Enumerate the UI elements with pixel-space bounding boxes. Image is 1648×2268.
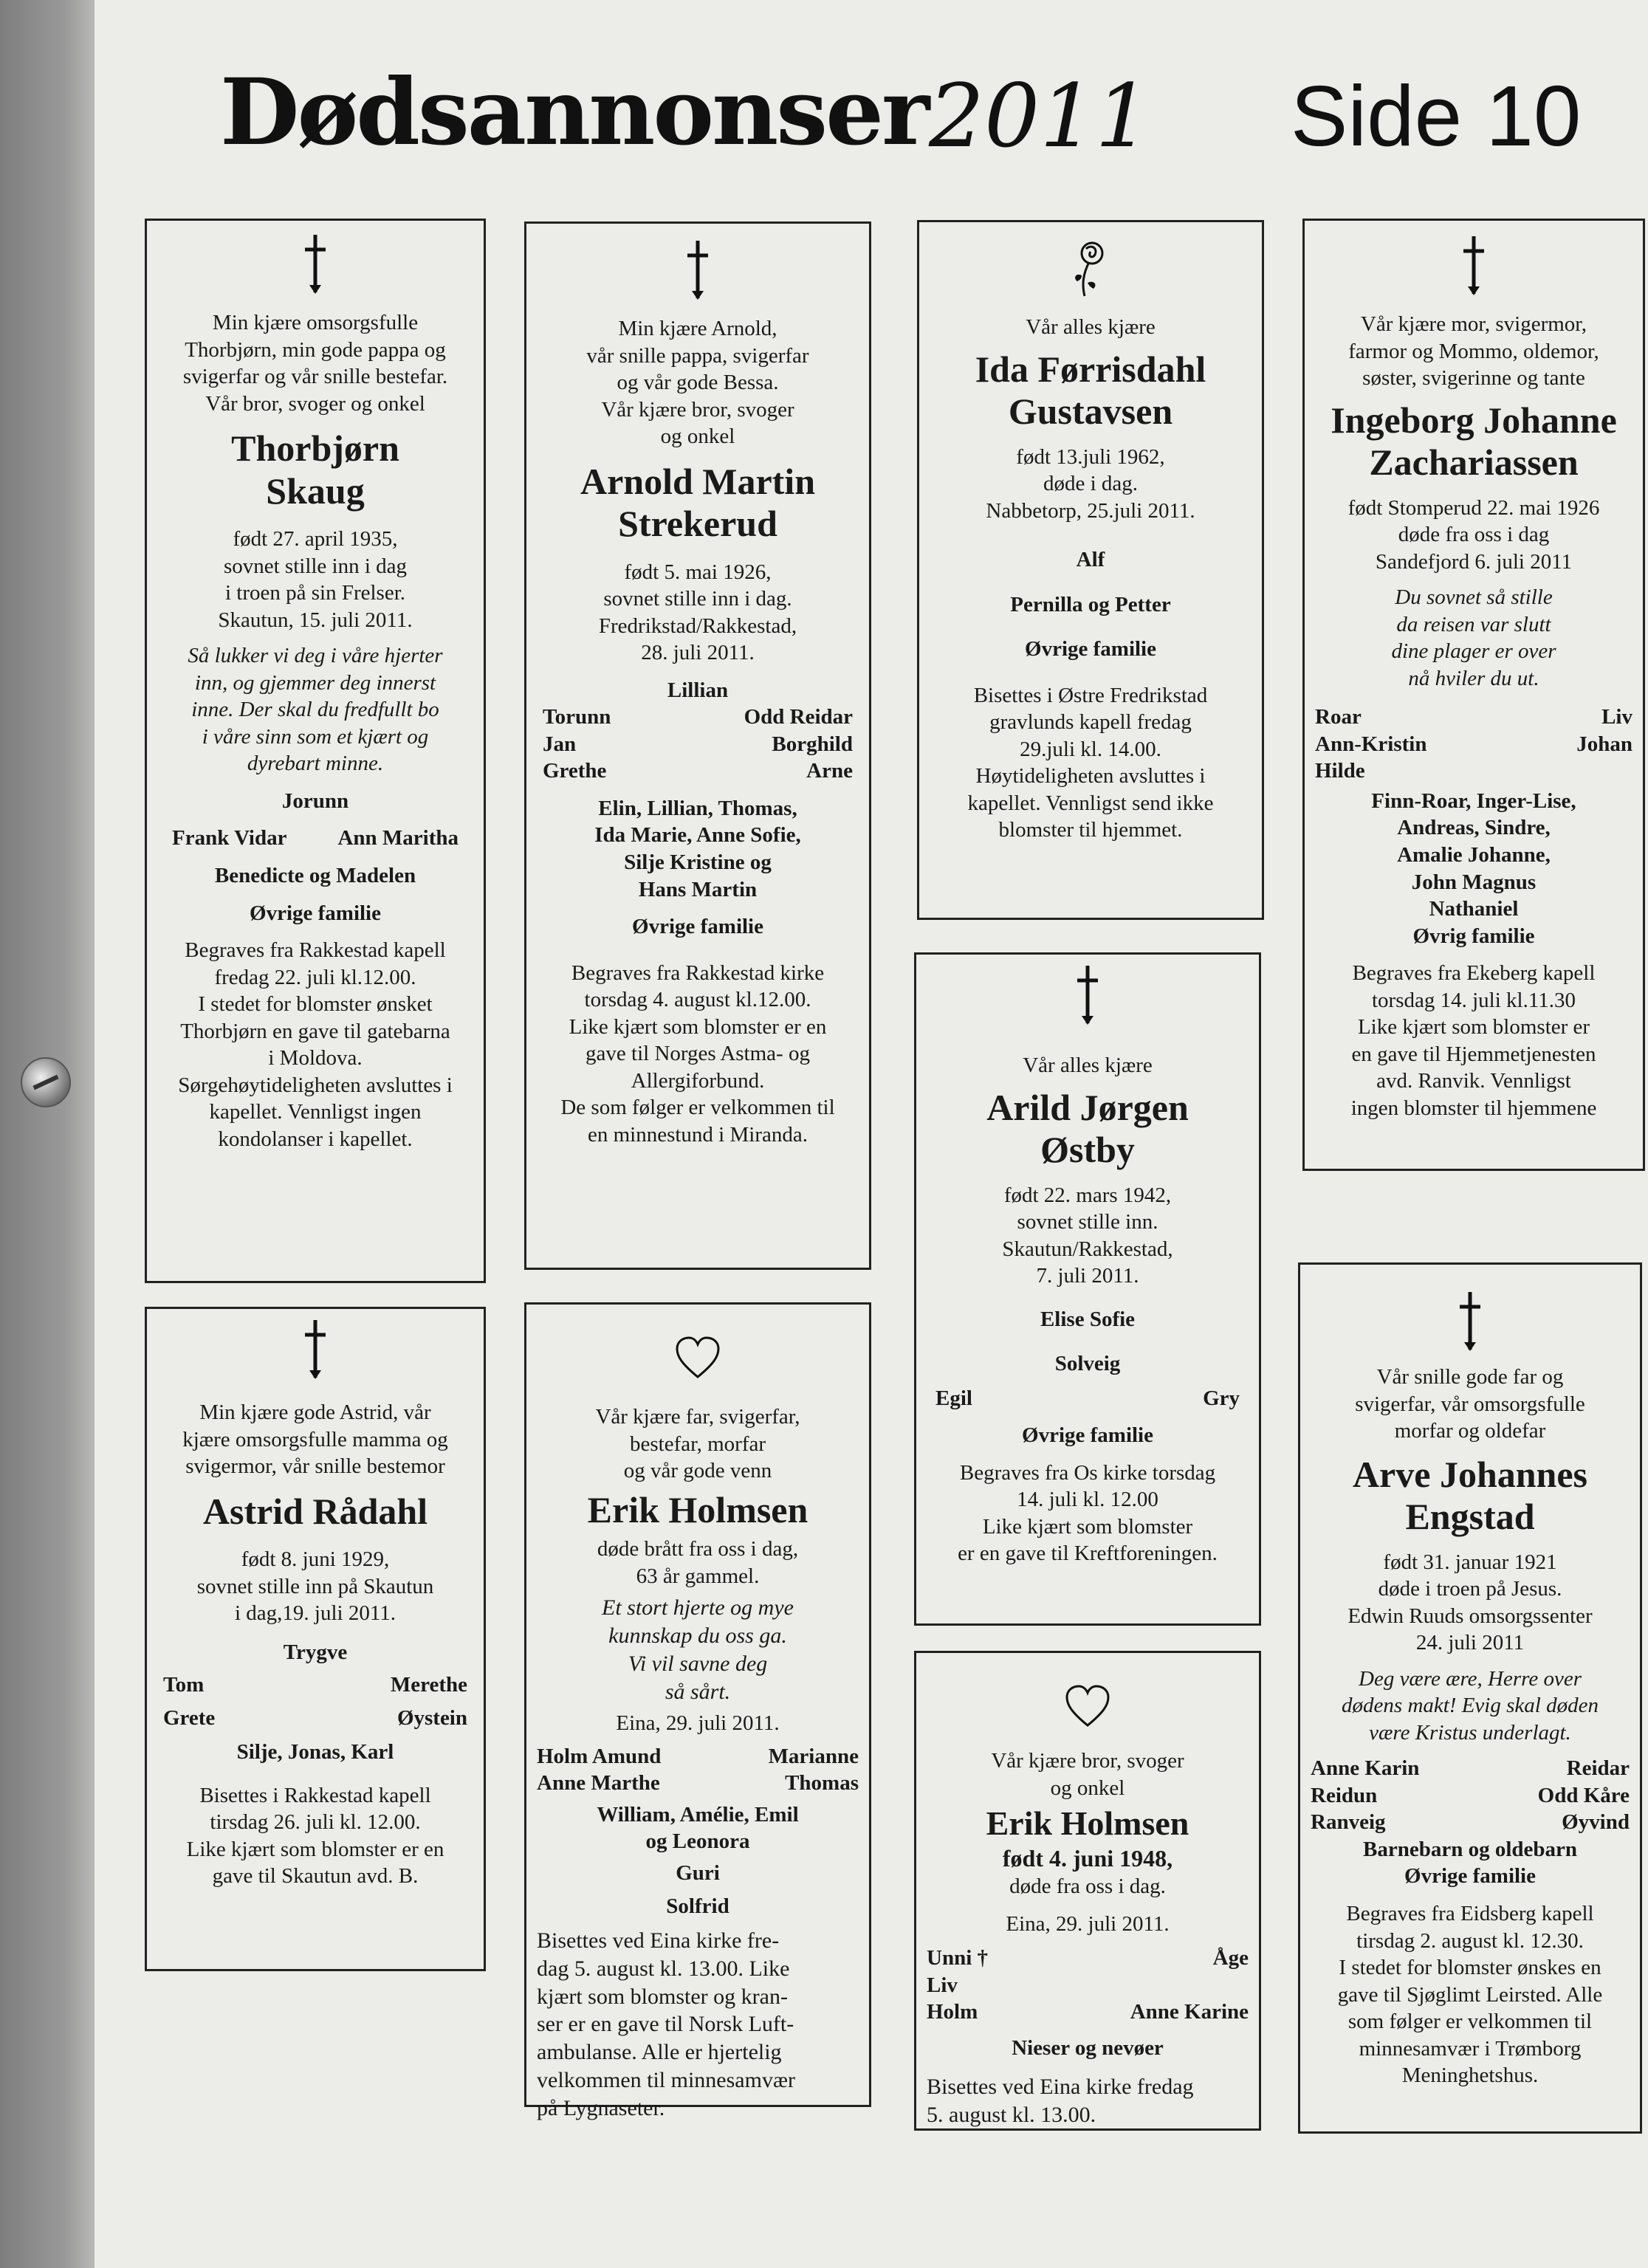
memorial-verse: Du sovnet så stille da reisen var slutt dine plager er over nå hviler du ut.	[1391, 585, 1556, 690]
obituary-erik-holmsen-brother	[914, 1651, 1261, 2131]
grandchildren: William, Amélie, Emil og Leonora	[597, 1802, 799, 1854]
heart-icon	[537, 1322, 859, 1393]
family-row: Anne Marthe Thomas	[537, 1771, 859, 1796]
deceased-name: Arnold Martin Strekerud	[580, 460, 816, 545]
life-dates: født 31. januar 1921 døde i troen på Jesus. Edwin Ruuds omsorgssenter 24. juli 2011	[1347, 1550, 1593, 1655]
life-dates: født Stomperud 22. mai 1926 døde fra oss i dag Sandefjord 6. juli 2011	[1347, 495, 1600, 574]
page-number: Side 10	[1291, 68, 1582, 164]
obituary-arild-ostby	[914, 952, 1261, 1626]
family-row: Hilde	[1315, 759, 1365, 783]
grandchildren: Barnebarn og oldebarn Øvrige familie	[1362, 1837, 1578, 1889]
family-row: Roar Liv	[1315, 705, 1632, 729]
family-name: Elise Sofie	[1040, 1307, 1136, 1331]
deceased-name: Erik Holmsen	[986, 1804, 1189, 1843]
family-name: Øvrige familie	[250, 901, 381, 925]
family-row: Frank Vidar Ann Maritha	[172, 826, 459, 850]
funeral-info: Begraves fra Rakkestad kirke torsdag 4. august kl.12.00. Like kjært som blomster er en gave til Norges Astma- og Allergiforbund. De som følger er velkommen til en minnestund i Miranda.	[560, 961, 835, 1147]
family-row: Holm Amund Marianne	[537, 1744, 859, 1768]
family-name: Pernilla og Petter	[1010, 592, 1171, 616]
funeral-info: Bisettes ved Eina kirke fre- dag 5. august kl. 13.00. Like kjært som blomster og kran- ser er en gave til Norsk Luft- ambulanse. Alle er hjertelig velkommen til minnesamvær på Lygnaseter.	[537, 1928, 795, 2120]
deceased-name: Ida Førrisdahl Gustavsen	[975, 348, 1206, 433]
obituary-arnold-strekerud	[524, 221, 871, 1270]
obituary-ida-gustavsen	[917, 220, 1264, 920]
family-row: Reidun Odd Kåre	[1311, 1783, 1630, 1807]
obituary-arve-engstad	[1298, 1262, 1642, 2134]
life-dates: døde fra oss i dag.	[1009, 1874, 1166, 1899]
family-name: Øvrige familie	[1025, 637, 1156, 662]
grandchildren: Silje, Jonas, Karl	[236, 1740, 394, 1764]
cross-icon	[537, 234, 859, 305]
family-row: Liv	[927, 1973, 958, 1997]
cross-icon	[1315, 230, 1632, 300]
deceased-name: Arild Jørgen Østby	[986, 1086, 1189, 1171]
life-dates: født 5. mai 1926, sovnet stille inn i dag. Fredrikstad/Rakkestad, 28. juli 2011.	[598, 560, 797, 665]
page-title: Dødsannonser	[220, 59, 928, 166]
obituary-ingeborg-zachariassen	[1302, 219, 1645, 1171]
family-name: Øvrige familie	[1022, 1423, 1153, 1448]
funeral-info: Bisettes i Rakkestad kapell tirsdag 26. juli kl. 12.00. Like kjært som blomster er en gave til Skautun avd. B.	[186, 1783, 444, 1889]
funeral-info: Bisettes i Østre Fredrikstad gravlunds kapell fredag 29.juli kl. 14.00. Høytideligheten avsluttes i kapellet. Vennligst send ikke blomster til hjemmet.	[967, 683, 1214, 842]
funeral-info: Bisettes ved Eina kirke fredag 5. august kl. 13.00.	[927, 2075, 1194, 2128]
deceased-name: Arve Johannes Engstad	[1352, 1453, 1588, 1538]
place-date: Eina, 29. juli 2011.	[616, 1711, 780, 1736]
intro-text: Min kjære Arnold, vår snille pappa, svigerfar og vår gode Bessa. Vår kjære bror, svoger og onkel	[586, 317, 809, 449]
funeral-info: Begraves fra Eidsberg kapell tirsdag 2. august kl. 12.30. I stedet for blomster ønskes en gave til Sjøglimt Leirsted. Alle som følger er velkommen til minnesamvær i Trømborg Meninghetshus.	[1337, 1901, 1603, 2088]
family-name: Øvrig familie	[1412, 924, 1535, 948]
family-row: Jan Borghild	[543, 732, 853, 756]
deceased-name: Thorbjørn Skaug	[231, 427, 399, 512]
funeral-info: Begraves fra Ekeberg kapell torsdag 14. juli kl.11.30 Like kjært som blomster er en gave til Hjemmetjenesten avd. Ranvik. Vennligst ingen blomster til hjemmene	[1350, 961, 1597, 1120]
deceased-name: Erik Holmsen	[587, 1488, 808, 1530]
grandchildren: Finn-Roar, Inger-Lise, Andreas, Sindre, Amalie Johanne, John Magnus Nathaniel	[1371, 788, 1576, 921]
heart-icon	[927, 1671, 1249, 1742]
page-header	[124, 44, 1616, 177]
obituary-astrid-radahl	[145, 1307, 486, 1971]
deceased-name: Ingeborg Johanne Zachariassen	[1331, 399, 1617, 484]
family-name: Jorunn	[281, 788, 349, 813]
life-dates: født 13.juli 1962, døde i dag. Nabbetorp, 25.juli 2011.	[986, 444, 1195, 523]
obituary-erik-holmsen-father	[524, 1302, 871, 2120]
family-name: Øvrige familie	[632, 915, 763, 939]
birth-date: født 4. juni 1948,	[1002, 1844, 1173, 1872]
family-name: Lillian	[667, 678, 729, 702]
life-dates: født 8. juni 1929, sovnet stille inn på Skautun i dag,19. juli 2011.	[196, 1547, 434, 1626]
cross-icon	[927, 959, 1249, 1030]
rose-icon	[930, 233, 1252, 303]
funeral-info: Begraves fra Rakkestad kapell fredag 22. juli kl.12.00. I stedet for blomster ønsket Thorbjørn en gave til gatebarna i Moldova. Sørgehøytideligheten avsluttes i kapellet. Vennligst ingen kondolanser i kapellet.	[178, 938, 453, 1151]
memorial-verse: Et stort hjerte og mye kunnskap du oss ga. Vi vil savne deg så sårt.	[602, 1595, 794, 1704]
life-dates: født 27. april 1935, sovnet stille inn i dag i troen på sin Frelser. Skautun, 15. juli 2011.	[218, 527, 413, 632]
place-date: Eina, 29. juli 2011.	[1006, 1911, 1170, 1936]
family-row: Anne Karin Reidar	[1311, 1756, 1630, 1781]
intro-text: Vår snille gode far og svigerfar, vår omsorgsfulle morfar og oldefar	[1355, 1365, 1585, 1443]
family-name: Alf	[1076, 548, 1105, 572]
obituary-thorbjorn-skaug	[145, 219, 486, 1283]
memorial-verse: Så lukker vi deg i våre hjerter inn, og gjemmer deg innerst inne. Der skal du fredfullt bo i våre sinn som et kjært og dyrebart minne.	[188, 644, 443, 776]
deceased-name: Astrid Rådahl	[202, 1490, 428, 1532]
family-name: Nieser og nevøer	[1012, 2035, 1164, 2060]
page-year: 2011	[929, 65, 1151, 167]
cross-icon	[157, 1313, 473, 1384]
life-dates: døde brått fra oss i dag, 63 år gammel.	[597, 1537, 799, 1588]
family-name: Solveig	[1054, 1352, 1121, 1376]
family-name: Solfrid	[666, 1894, 729, 1918]
intro-text: Vår kjære far, svigerfar, bestefar, morfar og vår gode venn	[595, 1405, 800, 1483]
intro-text: Vår alles kjære	[1026, 315, 1156, 339]
binder-screw	[21, 1057, 71, 1107]
life-dates: født 22. mars 1942, sovnet stille inn. Skautun/Rakkestad, 7. juli 2011.	[1002, 1183, 1173, 1288]
family-row: Ranveig Øyvind	[1311, 1810, 1630, 1835]
family-row: Unni † Åge	[927, 1946, 1249, 1970]
intro-text: Vår kjære mor, svigermor, farmor og Mommo, oldemor, søster, svigerinne og tante	[1348, 312, 1599, 391]
memorial-verse: Deg være ære, Herre over dødens makt! Evig skal døden være Kristus underlagt.	[1342, 1666, 1599, 1745]
family-name: Benedicte og Madelen	[214, 863, 416, 887]
family-row: Holm Anne Karine	[927, 2000, 1249, 2024]
scan-background	[0, 0, 95, 2268]
intro-text: Vår alles kjære	[1023, 1054, 1153, 1077]
cross-icon	[1311, 1285, 1630, 1356]
family-row: Grethe Arne	[543, 759, 853, 783]
family-row: Ann-Kristin Johan	[1315, 732, 1632, 756]
family-row: Egil Gry	[935, 1386, 1240, 1410]
grandchildren: Elin, Lillian, Thomas, Ida Marie, Anne Sofie, Silje Kristine og Hans Martin	[594, 796, 801, 901]
funeral-info: Begraves fra Os kirke torsdag 14. juli kl. 12.00 Like kjært som blomster er en gave til Kreftforeningen.	[958, 1460, 1218, 1566]
family-row: Grete Øystein	[163, 1705, 467, 1730]
intro-text: Min kjære gode Astrid, vår kjære omsorgsfulle mamma og svigermor, vår snille bestemor	[182, 1401, 448, 1479]
intro-text: Vår kjære bror, svoger og onkel	[991, 1749, 1184, 1800]
cross-icon	[157, 228, 473, 299]
family-name: Trygve	[283, 1640, 348, 1664]
family-name: Guri	[676, 1861, 720, 1885]
family-row: Tom Merethe	[163, 1673, 467, 1697]
intro-text: Min kjære omsorgsfulle Thorbjørn, min gode pappa og svigerfar og vår snille bestefar. Vår bror, svoger og onkel	[182, 311, 448, 416]
family-row: Torunn Odd Reidar	[543, 705, 853, 729]
